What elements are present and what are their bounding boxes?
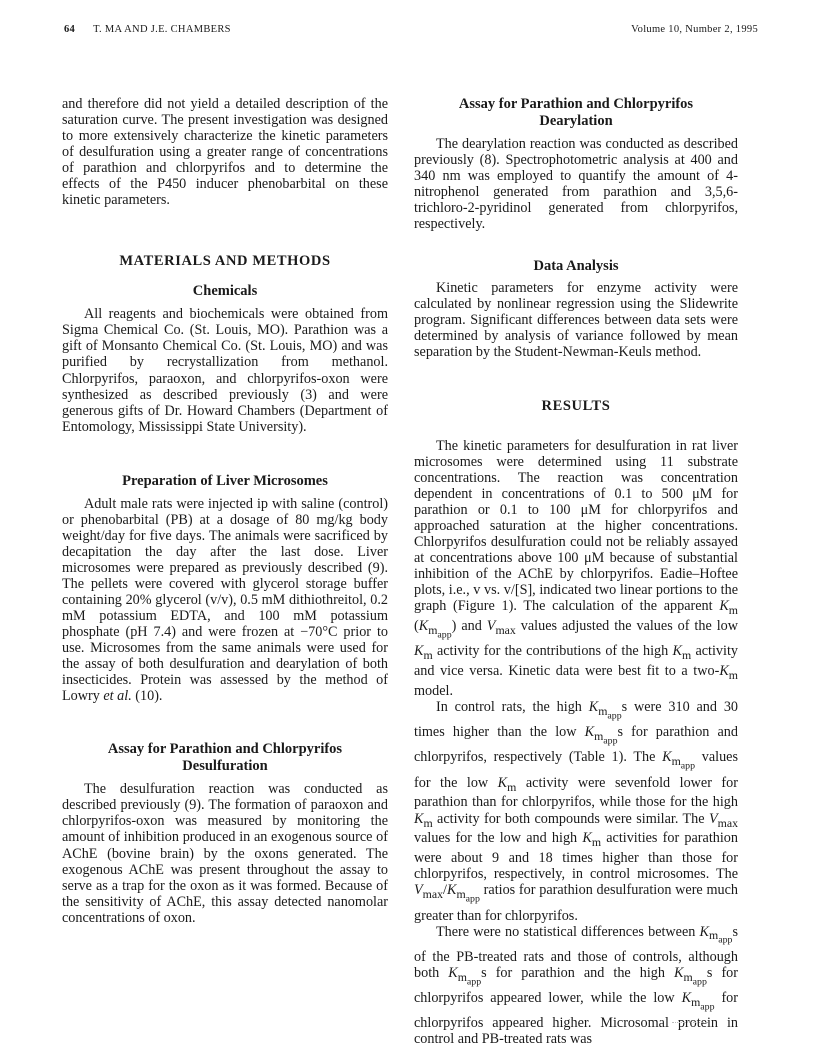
preparation-heading: Preparation of Liver Microsomes [122,472,328,489]
symbol-sub: max [495,622,516,637]
dearylation-paragraph: The dearylation reaction was conducted as described previously (8). Spectrophotometric analysis at 400 and 340 nm was employed to quantify the amount of 4-nitrophenol generated from parathion and 3,5,6-trichloro-2-pyridinol generated from chlorpyrifos, respectively. [414,136,738,233]
symbol-sub [428,622,452,641]
results-text: There were no statistical differences between [436,923,700,940]
symbol-subsub: app [607,710,622,722]
results-text: s for parathion and the high [481,964,674,981]
symbol-subsub: app [465,893,480,905]
symbol-sub [691,994,715,1013]
symbol-sub [457,969,482,988]
dearylation-heading-line2: Dearylation [539,113,613,129]
symbol-and: and [456,617,487,634]
symbol-sub-text: m [671,754,681,769]
chemicals-heading: Chemicals [192,283,258,300]
dearylation-heading [414,96,738,130]
desulfuration-paragraph: The desulfuration reaction was conducted as described previously (9). The formation of paraoxon and chlorpyrifos-oxon was measured by monitoring the amount of inhibition produced in an exogenous source of AChE (bovine brain) by the oxons generated. The exogenous AChE was present throughout the assay to serve as a trap for the oxon as it was formed. Because of the sensitivity of AChE, this assay detected nanomolar concentrations of oxon. [62,781,388,926]
preparation-text: Adult male rats were injected ip with saline (control) or phenobarbital (PB) at a dosage of 80 mg/kg body weight/day for five days. The animals were sacrificed by decapitation the day after the last dose. Liver microsomes were prepared as previously described (9). The pellets were covered with glycerol storage buffer containing 20% glycerol (v/v), 0.5 mM dithiothreitol, 0.2 mM potassium EDTA, and 100 mM potassium phosphate (pH 7.4) and were frozen at −70°C prior to use. Microsomes from the same animals were used for the assay of both desulfuration and dearylation of both insecticides. Protein was assessed by the method of Lowry [62,495,388,705]
symbol-sub [709,928,733,946]
results-text: The kinetic parameters for desulfuration in rat liver microsomes were determined using 11 substrate concentrations. The reaction was concentration dependent in concentrations of 0.1 to 500 μM for parathion or 0.1 to 100 μM for chlorpyrifos and approached saturation at the higher concentrations. Chlorpyrifos desulfuration could not be reliably assayed at concentrations above 100 μM because of substantial inhibition of the AChE by chlorpyrifos. Eadie–Hoftee plots, i.e., v vs. v/[S], indicated two linear portions to the graph (Figure 1). The calculation of the apparent [414,437,738,614]
et-al: et al. [103,688,132,705]
symbol-K: K [699,923,710,940]
intro-paragraph: and therefore did not yield a detailed description of the saturation curve. The present investigation was designed to more extensively characterize the kinetic parameters of desulfuration using a greater range of concentrations of parathion and chlorpyrifos and to determine the effects of the P450 inducer phenobarbital on these kinetic parameters. [62,96,388,209]
results-text: activity for both compounds were similar. The [432,810,709,827]
preparation-paragraph [62,496,388,705]
running-authors: T. MA AND J.E. CHAMBERS [93,24,231,35]
page-number: 64 [64,24,76,35]
symbol-subsub: app [603,735,618,747]
results-text: values adjusted the values of the low [515,617,738,634]
symbol-K: K [418,617,429,634]
symbol-sub-text: m [683,969,693,984]
symbol-sub: max [717,815,738,830]
symbol-sub-text: m [594,728,604,743]
symbol-sub: m [507,779,517,794]
dearylation-heading-line1: Assay for Parathion and Chlorpyrifos [458,96,694,112]
desulfuration-heading-line1: Assay for Parathion and Chlorpyrifos [107,741,343,758]
symbol-sub-text: m [456,887,466,902]
symbol-K: K [681,990,692,1007]
symbol-K: K [582,830,592,847]
symbol-slash: / [443,882,447,899]
symbol-K: K [662,749,672,766]
symbol-sub [671,754,696,772]
results-text: activities for parathion were about 9 and 18 times higher than those for chlorpyrifos, respectively, in control microsomes. The [414,830,738,883]
symbol-sub-text: m [598,703,608,718]
symbol-sub: m [591,835,602,850]
symbol-sub-text: m [709,928,719,943]
symbol-sub: m [728,602,738,617]
running-header-journal: Volume 10, Number 2, 1995 [631,24,758,35]
symbol-subsub: app [680,760,696,772]
symbol-V: V [708,810,718,827]
left-column [62,96,388,926]
preparation-text-end: (10). [131,688,163,705]
symbol-K: K [448,964,458,981]
symbol-sub: m [728,667,738,682]
symbol-subsub: app [466,976,482,988]
results-heading: RESULTS [541,397,611,414]
results-text: activity for the contributions of the high [432,643,673,660]
symbol-K: K [584,724,595,741]
chemicals-paragraph: All reagents and biochemicals were obtained from Sigma Chemical Co. (St. Louis, MO). Parathion was a gift of Monsanto Chemical Co. (St. Louis, MO) and was purified by recrystallization from methanol. Chlorpyrifos, paraoxon, and chlorpyrifos-oxon were synthesized as described previously (3) and were generous gifts of Dr. Howard Chambers (Department of Entomology, Mississippi State University). [62,306,388,435]
symbol-K: K [447,882,457,899]
symbol-K: K [414,810,424,827]
results-text: model. [414,682,454,699]
materials-methods-heading: MATERIALS AND METHODS [119,253,331,270]
right-column [414,96,738,1047]
symbol-K: K [414,643,424,660]
desulfuration-heading [62,741,388,775]
symbol-K: K [719,662,729,679]
symbol-subsub: app [692,976,707,988]
symbol-sub: m [423,815,433,830]
results-text: ratios for parathion desulfuration were much greater than for chlorpyrifos. [414,882,738,924]
symbol-K: K [497,774,508,791]
symbol-K: K [588,698,599,715]
symbol-sub [683,969,707,988]
symbol-sub [594,728,618,747]
symbol-sub: max [422,887,444,902]
symbol-sub-text: m [428,622,438,637]
symbol-V: V [414,882,423,899]
results-text: values for the low [414,749,738,791]
results-text: s were 310 and 30 times higher than the low [414,698,739,741]
symbol-sub [598,703,622,722]
symbol-V: V [486,617,496,634]
results-text: s for chlorpyrifos appeared lower, while the low [414,964,738,1007]
symbol-sub [456,887,480,905]
data-analysis-heading: Data Analysis [533,258,619,275]
results-text: values for the low and high [414,830,583,847]
results-text: activity were sevenfold lower for parathion than for chlorpyrifos, while those for the high [414,774,738,811]
results-text: s for parathion and chlorpyrifos, respectively (Table 1). The [414,724,738,766]
symbol-subsub: app [437,629,452,641]
symbol-subsub: app [718,934,733,946]
footer-scan-mark [672,1022,708,1023]
results-text: for chlorpyrifos appeared higher. Microsomal protein in control and PB-treated rats was [414,990,738,1048]
symbol-sub: m [423,647,433,662]
symbol-paren: ( [414,617,419,634]
symbol-sub-text: m [691,994,701,1009]
results-text: s of the PB-treated rats and those of controls, although both [414,923,738,981]
symbol-K: K [719,597,729,614]
results-paragraph-2 [414,699,738,924]
symbol-paren: ) [451,617,457,634]
results-paragraph-3 [414,924,738,1048]
symbol-K: K [673,964,684,981]
results-paragraph-1 [414,438,738,699]
data-analysis-paragraph: Kinetic parameters for enzyme activity were calculated by nonlinear regression using the Slidewrite program. Significant differences between data sets were determined by analysis of variance followed by mean separation by the Student-Newman-Keuls method. [414,280,738,361]
symbol-sub: m [681,647,692,662]
desulfuration-heading-line2: Desulfuration [182,758,268,775]
symbol-K: K [672,643,682,660]
results-text: In control rats, the high [436,698,589,715]
running-header-left [64,24,231,35]
results-text: activity and vice versa. Kinetic data were best fit to a two- [414,643,738,679]
symbol-subsub: app [700,1001,715,1013]
symbol-sub-text: m [457,969,467,984]
